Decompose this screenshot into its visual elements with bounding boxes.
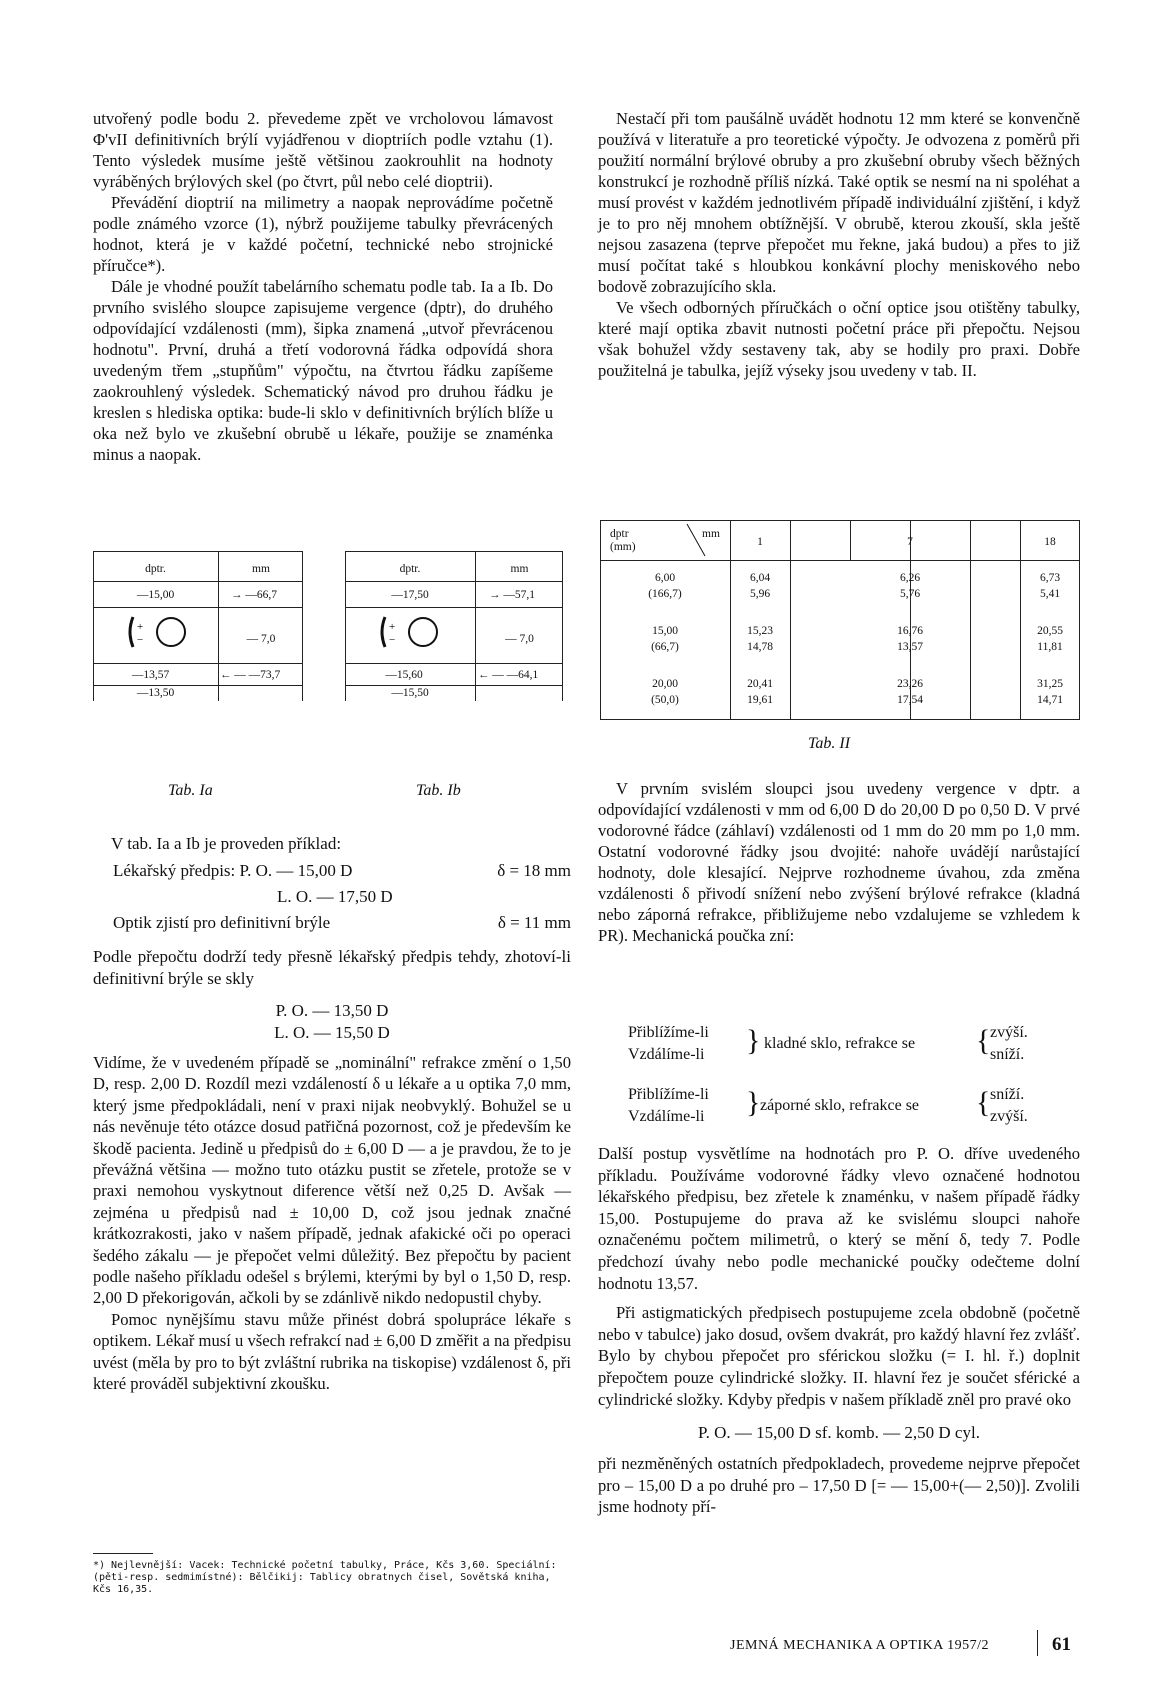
cell: —15,00 xyxy=(136,589,175,601)
cell: ← — —73,7 xyxy=(219,669,281,681)
page-number: 61 xyxy=(1052,1634,1071,1655)
col-header: dptr. xyxy=(145,563,166,575)
cell: —13,50 xyxy=(136,687,175,699)
cell: — 7,0 xyxy=(246,633,276,645)
cell: → —66,7 xyxy=(231,589,277,601)
cell: 20,41 xyxy=(747,678,773,690)
table-ii xyxy=(600,520,1080,720)
cell: 6,73 xyxy=(1039,572,1061,584)
cell: 16,76 xyxy=(897,625,923,637)
col-header: mm xyxy=(510,563,529,575)
table-caption: Tab. Ib xyxy=(416,782,461,799)
rule-text: zvýší. xyxy=(990,1108,1028,1125)
result-line: L. O. — 15,50 D xyxy=(274,1023,390,1042)
paragraph: Dále je vhodné použít tabelárního schematu podle tab. Ia a Ib. Do prvního svislého sloupce zapisujeme vergence (dptr), do druhého odpovídající vzdálenosti (mm), šipka znamená „utvoř převrácenou hodnotu". První, druhá a třetí vodorovná řádka odpovídá shora uvedeným třem „stupňům" výpočtu, na čtvrtou řádku zapíšeme zaokrouhlený výsledek. Schematický návod pro druhou řádku je kreslen s hlediska optika: bude-li sklo v definitivních brýlích blíže u oka než bylo ve zkušební obrubě u lékaře, použije se znaménka minus a naopak. xyxy=(93,277,553,464)
paragraph: Podle přepočtu dodrží tedy přesně lékařský předpis tehdy, zhotoví-li definitivní brýle se skly xyxy=(93,947,571,988)
paragraph: Nestačí při tom paušálně uvádět hodnotu 12 mm které se konvenčně používá v literatuře a pro teoretické výpočty. Je odvozena z poměrů při použití normální brýlové obruby a pro zkušební obruby všech běžných konstrukcí je rozhodně příliš nízká. Také optik se nesmí na ni spoléhat a musí provést v každém jednotlivém případě individuální zjištění, i když je to pro něj mnohem obtížnější. V obrubě, kterou zkouší, skla ještě nejsou zasazena (teprve přepočet mu řekne, jaká budou) a přes to již musí počítat také s hloubkou konkávní plochy meniskového nebo bodově zobrazujícího skla. xyxy=(598,109,1080,296)
cell: (166,7) xyxy=(648,588,682,600)
paragraph: Převádění dioptrií na milimetry a naopak neprovádíme početně podle známého vzorce (1), nýbrž použijeme tabulky převrácených hodnot, která je v každé početní, technické nebo strojnické příručce*). xyxy=(93,193,553,275)
rule-text: kladné sklo, refrakce se xyxy=(764,1035,916,1052)
cell: —15,50 xyxy=(391,687,429,699)
cell: — 7,0 xyxy=(505,633,534,645)
cell: 17,54 xyxy=(897,694,923,706)
paragraph: Další postup vysvětlíme na hodnotách pro P. O. dříve uvedeného příkladu. Používáme vodorovné řádky vlevo označené hodnotou lékařského předpisu, bez zřetele k znaménku, v našem případě řádky 15,00. Postupujeme do prava až ke svislému sloupci nahoře označenému počtem milimetrů, o který se mění δ, tedy 7. Podle předchozí úvahy nebo podle mechanické poučky odečteme dolní hodnotu 13,57. xyxy=(598,1144,1080,1293)
equation: P. O. — 15,00 D sf. komb. — 2,50 D cyl. xyxy=(698,1423,980,1443)
left-column-bottom xyxy=(93,832,571,1395)
rule-text: Vzdálíme-li xyxy=(628,1108,705,1125)
cell: 5,41 xyxy=(1039,588,1061,600)
table-ia xyxy=(93,551,303,701)
paragraph: V prvním svislém sloupci jsou uvedeny vergence v dptr. a odpovídající vzdálenosti v mm od 6,00 D do 20,00 D po 0,50 D. V prvé vodorovné řádce (záhlaví) vzdálenosti od 1 mm do 20 mm po 1,0 mm. Ostatní vodorovné řádky jsou dvojité: nahoře uvádějí narůstající hodnoty, dole klesající. Nejprve rozhodneme úvahou, zda změna vzdálenosti δ přivodí snížení nebo zvýšení brýlové refrakce (kladná nebo záporná refrakce, přibližujeme nebo vzdalujeme se vzhledem k PR). Mechanická poučka zní: xyxy=(598,779,1080,945)
cell: 20,00 xyxy=(652,678,678,690)
cell: → —57,1 xyxy=(489,589,535,601)
result-line: P. O. — 13,50 D xyxy=(275,1001,389,1020)
paragraph: utvořený podle bodu 2. převedeme zpět ve vrcholovou lámavost Φ'vII definitivních brýlí vyjádřenou v dioptriích podle vztahu (1). Tento výsledek musíme ještě většinou zaokrouhlit na hodnoty vyráběných brýlových skel (po čtvrt, půl nebo celé dioptrii). xyxy=(93,109,553,191)
prescription-line: Optik zjistí pro definitivní brýle xyxy=(113,913,331,932)
cell: 19,61 xyxy=(747,694,773,706)
eye-lens-icon xyxy=(375,613,445,651)
svg-text:+: + xyxy=(389,621,396,633)
cell: 20,55 xyxy=(1037,625,1063,637)
paragraph: Pomoc nynějšímu stavu může přinést dobrá spolupráce lékaře s optikem. Lékař musí u všech refrakcí nad ± 6,00 D změřit a na předpisu uvést (měla by pro to být zvláštní rubrika na tiskopise) vzdálenost δ, při které prováděl subjektivní zkoušku. xyxy=(93,1309,571,1394)
footnote: *) Nejlevnější: Vacek: Technické početní tabulky, Práce, Kčs 3,60. Speciální: (pěti-resp. sedmimístné): Bělčikij: Tablicy obratnych čisel, Sovětská kniha, Kčs 16,35. xyxy=(93,1560,557,1595)
col-header: 18 xyxy=(1044,536,1056,548)
rule-text: zvýší. xyxy=(990,1024,1028,1041)
col-header: (mm) xyxy=(610,541,636,553)
col-header: mm xyxy=(702,528,720,540)
cell: 5,76 xyxy=(899,588,921,600)
mechanical-rule-1: Přiblížíme-li Vzdálíme-li } kladné sklo, refrakce se { zvýší. sníží. xyxy=(628,1024,1028,1063)
eye-lens-icon xyxy=(123,613,193,651)
paragraph: Ve všech odborných příručkách o oční optice jsou otištěny tabulky, které mají optika zbavit nutnosti početní práce při přepočtu. Nejsou však bohužel vždy sestaveny tak, aby se hodily pro praxi. Dobře použitelná je tabulka, jejíž výseky jsou uvedeny v tab. II. xyxy=(598,298,1080,380)
cell: 5,96 xyxy=(749,588,771,600)
prescription-distance: δ = 11 mm xyxy=(497,913,571,932)
prescription-line: L. O. — 17,50 D xyxy=(277,887,393,906)
svg-text:−: − xyxy=(137,634,144,646)
result-block xyxy=(93,1000,571,1044)
col-header: dptr xyxy=(610,528,629,540)
cell: —15,60 xyxy=(385,669,423,681)
left-column-top xyxy=(93,108,553,465)
rule-text: Přiblížíme-li xyxy=(628,1024,709,1041)
paragraph: Při astigmatických předpisech postupujeme zcela obdobně (početně nebo v tabulce) jako dosud, ovšem dvakrát, pro každý hlavní řez zvlášť. Bylo by chybou přepočet pro sférickou složku (= I. hl. ř.) doplnit přepočtem pouze cylindrické složky. II. hlavní řez je součet sférické a cylindrické složky. Kdyby předpis v našem příkladě zněl pro pravé oko xyxy=(598,1303,1080,1409)
col-header: dptr. xyxy=(399,563,421,575)
right-column-middle xyxy=(598,778,1080,946)
cell: 6,04 xyxy=(749,572,771,584)
cell: 15,00 xyxy=(652,625,678,637)
mechanical-rule-2: Přiblížíme-li Vzdálíme-li } záporné sklo, refrakce se { sníží. zvýší. xyxy=(628,1086,1028,1125)
right-column-top xyxy=(598,108,1080,381)
cell: 6,00 xyxy=(654,572,676,584)
rule-text: sníží. xyxy=(990,1046,1025,1063)
col-header: mm xyxy=(252,563,270,575)
table-ib xyxy=(345,551,563,701)
rule-text: Přiblížíme-li xyxy=(628,1086,709,1103)
col-header: 1 xyxy=(757,536,763,548)
cell: 14,71 xyxy=(1037,694,1063,706)
cell: 15,23 xyxy=(747,625,773,637)
svg-text:+: + xyxy=(137,621,144,633)
cell: (66,7) xyxy=(651,641,679,653)
right-column-bottom xyxy=(598,1143,1080,1518)
cell: 31,25 xyxy=(1037,678,1063,690)
cell: 14,78 xyxy=(747,641,773,653)
cell: (50,0) xyxy=(651,694,679,706)
table-caption: Tab. II xyxy=(808,735,851,752)
rule-text: záporné sklo, refrakce se xyxy=(760,1097,920,1114)
col-header: 7 xyxy=(907,536,913,548)
paragraph: Vidíme, že v uvedeném případě se „nominální" refrakce změní o 1,50 D, resp. 2,00 D. Rozdíl mezi vzdáleností δ u lékaře a u optika 7,0 mm, který jsme předpokládali, není v praxi nijak neobvyklý. Bohužel se u nás nevěnuje této otázce dosud patřičná pozornost, což je především ke škodě pacienta. Jedině u předpisů do ± 6,00 D — a je pravdou, že to je převážná většina — možno tuto otázku pustit se zřetele, protože se v praxi nemohou vyskytnout diference větší než 0,25 D. Avšak — zejména u předpisů nad ± 10,00 D, což jsou jednak značné krátkozrakosti, jako v našem případě, jednak afakické oči po operaci šedého zákalu — je přepočet velmi důležitý. Bez přepočtu by pacient podle našeho příkladu odešel s brýlemi, kterými by byl o 1,50 D, resp. 2,00 D překorigován, ačkoli by se zdánlivě nikdo nedopustil chyby. xyxy=(93,1053,571,1308)
prescription-block xyxy=(93,858,571,940)
cell: ← — —64,1 xyxy=(477,669,539,681)
cell: 11,81 xyxy=(1037,641,1063,653)
cell: —13,57 xyxy=(131,669,170,681)
paragraph: při nezměněných ostatních předpokladech, provedeme nejprve přepočet pro – 15,00 D a po druhé pro – 17,50 D [= — 15,00+(— 2,50)]. Zvolili jsme hodnoty pří- xyxy=(598,1454,1080,1517)
journal-footer: JEMNÁ MECHANIKA A OPTIKA 1957/2 xyxy=(730,1638,989,1653)
prescription-distance: δ = 18 mm xyxy=(497,861,571,880)
svg-text:−: − xyxy=(389,634,396,646)
table-caption: Tab. Ia xyxy=(168,782,213,799)
cell: 6,26 xyxy=(899,572,921,584)
prescription-line: Lékařský předpis: P. O. — 15,00 D xyxy=(113,861,353,880)
cell: 13,57 xyxy=(897,641,923,653)
paragraph: V tab. Ia a Ib je proveden příklad: xyxy=(111,834,342,853)
rule-text: sníží. xyxy=(990,1086,1025,1103)
cell: —17,50 xyxy=(391,589,429,601)
cell: 23,26 xyxy=(897,678,923,690)
rule-text: Vzdálíme-li xyxy=(628,1046,705,1063)
